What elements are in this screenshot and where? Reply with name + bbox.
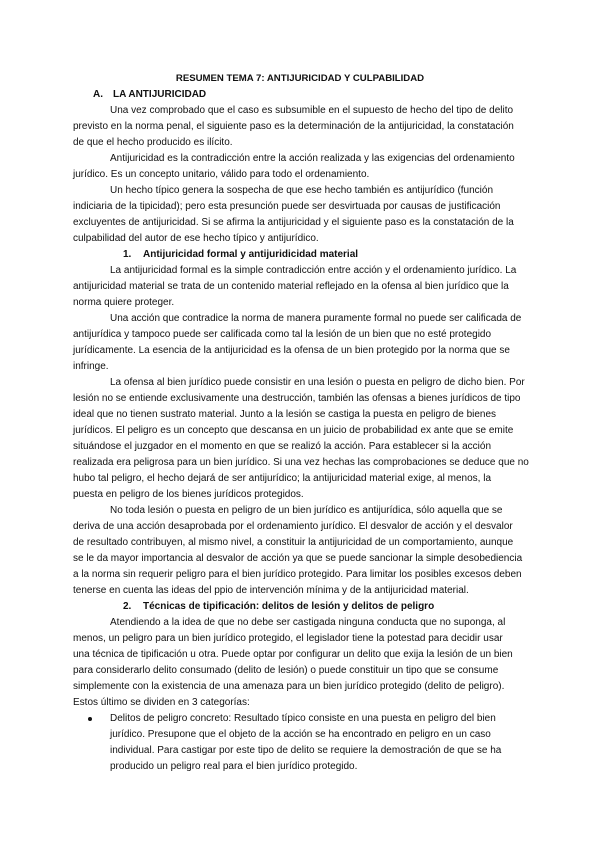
paragraph: [0, 263, 600, 311]
text-line: para considerarlo delito consumado (delito de lesión) o puede constituir un tipo que se consume: [73, 665, 499, 676]
subsection-number: 2.: [123, 601, 132, 612]
text-line: situándose el juzgador en el momento en que se realizó la acción. Para establecer si la acción: [73, 441, 492, 452]
section-marker: A.: [93, 89, 103, 100]
text-line: de que el hecho producido es ilícito.: [73, 137, 233, 148]
paragraph: [0, 375, 600, 503]
text-line: No toda lesión o puesta en peligro de un bien jurídico es antijurídica, sólo aquella que se: [110, 505, 503, 516]
text-line: jurídicamente. La esencia de la antijuricidad es la ofensa de un bien protegido por la norma que se: [73, 345, 510, 356]
text-line: hubo tal peligro, el hecho dejará de ser antijurídico; la antijuricidad material exige, al menos, la: [73, 473, 492, 484]
subsection-title: Técnicas de tipificación: delitos de lesión y delitos de peligro: [143, 601, 435, 612]
text-line: puesta en peligro de los bienes jurídicos protegidos.: [73, 489, 304, 500]
text-line: de resultado contribuyen, al mismo nivel, a constituir la antijuricidad de un comportamiento, aunque: [73, 537, 514, 548]
text-line: producido un peligro real para el bien jurídico protegido.: [110, 761, 358, 772]
paragraph: [0, 615, 600, 711]
paragraph: [0, 311, 600, 375]
paragraph: [0, 103, 600, 151]
bullet-item: [0, 711, 600, 775]
text-line: a la norma sin requerir peligro para el bien jurídico protegido. Para limitar los posibles excesos deben: [73, 569, 522, 580]
text-line: Una vez comprobado que el caso es subsumible en el supuesto de hecho del tipo de delito: [110, 105, 514, 116]
text-line: antijurídica y tampoco puede ser calificada como tal la lesión de un bien que no esté protegido: [73, 329, 492, 340]
text-line: tenerse en cuenta las ideas del ppio de intervención mínima y de la antijuricidad material.: [73, 585, 469, 596]
paragraph: [0, 503, 600, 599]
text-line: jurídico. Presupone que el objeto de la acción se ha encontrado en peligro en un caso: [110, 729, 491, 740]
section-label: LA ANTIJURICIDAD: [113, 89, 207, 100]
document-body: [0, 103, 600, 775]
text-line: La ofensa al bien jurídico puede consistir en una lesión o puesta en peligro de dicho bien. Por: [110, 377, 525, 388]
text-line: Delitos de peligro concreto: Resultado típico consiste en una puesta en peligro del bien: [0, 711, 600, 727]
text-line: Un hecho típico genera la sospecha de que ese hecho también es antijurídico (función: [110, 185, 494, 196]
text-line: jurídico. Es un concepto unitario, válido para todo el ordenamiento.: [73, 169, 370, 180]
text-line: excluyentes de antijuricidad. Si se afirma la antijuricidad y el siguiente paso es la constatación de la: [73, 217, 514, 228]
text-line: individual. Para castigar por este tipo de delito se requiere la demostración de que se ha: [110, 745, 502, 756]
text-line: simplemente con la existencia de una amenaza para un bien jurídico protegido (delito de peligro).: [73, 681, 505, 692]
paragraph: [0, 183, 600, 247]
text-line: culpabilidad del autor de ese hecho típico y antijurídico.: [73, 233, 319, 244]
subsection-title: Antijuricidad formal y antijuridicidad material: [143, 249, 359, 260]
text-line: menos, un peligro para un bien jurídico protegido, el legislador tiene la potestad para decidir usar: [73, 633, 503, 644]
text-line: Una acción que contradice la norma de manera puramente formal no puede ser calificada de: [110, 313, 522, 324]
text-line: La antijuricidad formal es la simple contradicción entre acción y el ordenamiento jurídico. La: [110, 265, 517, 276]
section-heading-a: [0, 87, 600, 103]
text-line: deriva de una acción desaprobada por el ordenamiento jurídico. El desvalor de acción y el desvalor: [73, 521, 513, 532]
text-line: Estos último se dividen en 3 categorías:: [73, 697, 250, 708]
text-line: ideal que no tienen sustrato material. Junto a la lesión se castiga la puesta en peligro de bienes: [73, 409, 497, 420]
text-line: jurídicos. El peligro es un concepto que descansa en un juicio de probabilidad ex ante que se emite: [73, 425, 514, 436]
text-line: se le da mayor importancia al desvalor de acción ya que se puede sancionar la simple desobediencia: [73, 553, 523, 564]
text-line: antijuricidad material se trata de un contenido material reflejado en la ofensa al bien jurídico que la: [73, 281, 509, 292]
subsection-heading: [0, 599, 600, 615]
text-line: una técnica de tipificación u otra. Puede optar por configurar un delito que exija la lesión de un bien: [73, 649, 513, 660]
text-line: Antijuricidad es la contradicción entre la acción realizada y las exigencias del ordenamiento: [110, 153, 515, 164]
text-line: previsto en la norma penal, el siguiente paso es la determinación de la antijuricidad, la constatación: [73, 121, 514, 132]
text-line: infringe.: [73, 361, 109, 372]
text-line: lesión no se entiende exclusivamente una destrucción, también las ofensas a bienes jurídicos de tipo: [73, 393, 521, 404]
text-line: norma quiere proteger.: [73, 297, 175, 308]
subsection-heading: [0, 247, 600, 263]
text-line: Atendiendo a la idea de que no debe ser castigada ninguna conducta que no suponga, al: [110, 617, 506, 628]
text-line: indiciaria de la tipicidad); pero esta presunción puede ser desvirtuada por causas de justificación: [73, 201, 501, 212]
subsection-number: 1.: [123, 249, 132, 260]
text-line: realizada era peligrosa para un bien jurídico. Si una vez hechas las comprobaciones se deduce que no: [73, 457, 529, 468]
document-title: RESUMEN TEMA 7: ANTIJURICIDAD Y CULPABILIDAD: [175, 73, 425, 84]
bullet-icon: [88, 717, 92, 721]
document-page: [0, 71, 600, 775]
paragraph: [0, 151, 600, 183]
